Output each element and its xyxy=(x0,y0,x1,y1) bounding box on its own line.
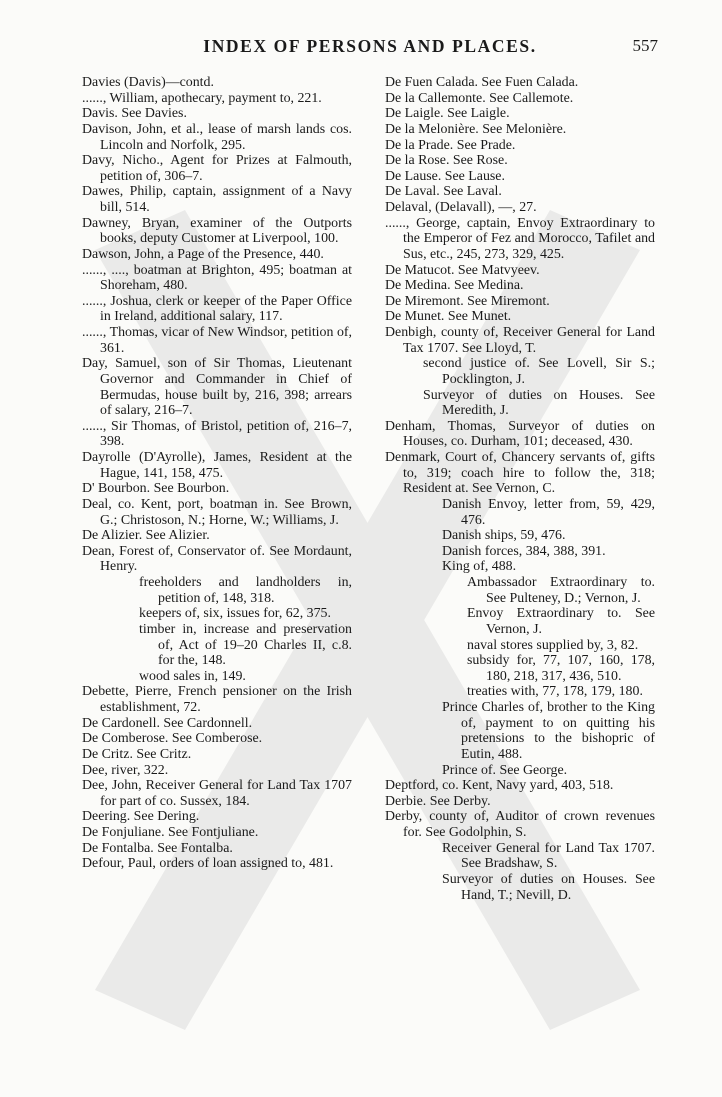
index-entry: Denham, Thomas, Surveyor of duties on Houses, co. Durham, 101; deceased, 430. xyxy=(385,418,655,450)
index-entry: freeholders and landholders in, petition of, 148, 318. xyxy=(139,575,352,606)
index-entry: subsidy for, 77, 107, 160, 178, 180, 218, 317, 436, 510. xyxy=(467,653,655,684)
index-entry: timber in, increase and preservation of, Act of 19–20 Charles II, c.8. for the, 148. xyxy=(139,621,352,669)
page-header xyxy=(82,36,658,62)
index-entry: De Munet. See Munet. xyxy=(385,309,512,325)
index-entry: Davis. See Davies. xyxy=(82,106,187,122)
index-entry: Dee, John, Receiver General for Land Tax 1707 for part of co. Sussex, 184. xyxy=(82,778,352,809)
index-entry: De Critz. See Critz. xyxy=(82,746,192,762)
index-entry: Ambassador Extraordinary to. See Pulteney, D.; Vernon, J. xyxy=(467,575,655,606)
index-entry: De Lause. See Lause. xyxy=(385,168,505,184)
index-entry: King of, 488. xyxy=(442,559,517,575)
index-entry: De Laval. See Laval. xyxy=(385,184,502,200)
index-entry: ......, Thomas, vicar of New Windsor, petition of, 361. xyxy=(82,325,352,356)
index-column-right xyxy=(385,75,655,903)
index-entry: keepers of, six, issues for, 62, 375. xyxy=(139,606,331,622)
index-entry: Derbie. See Derby. xyxy=(385,793,491,809)
index-entry: Davison, John, et al., lease of marsh lands cos. Lincoln and Norfolk, 295. xyxy=(82,121,352,153)
index-entry: De Comberose. See Comberose. xyxy=(82,731,263,747)
index-entry: De la Melonière. See Melonière. xyxy=(385,121,567,137)
index-entry: Dayrolle (D'Ayrolle), James, Resident at the Hague, 141, 158, 475. xyxy=(82,450,352,481)
page-number: 557 xyxy=(632,36,658,55)
index-entry: Denbigh, county of, Receiver General for Land Tax 1707. See Lloyd, T. xyxy=(385,325,655,356)
index-entry: ......, George, captain, Envoy Extraordinary to the Emperor of Fez and Morocco, Tafilet and Sus, etc., 245, 273, 329, 425. xyxy=(385,215,655,262)
index-entry: treaties with, 77, 178, 179, 180. xyxy=(467,684,643,700)
index-entry: Danish Envoy, letter from, 59, 429, 476. xyxy=(442,496,655,528)
index-entry: Envoy Extraordinary to. See Vernon, J. xyxy=(467,606,655,637)
index-entry: Davy, Nicho., Agent for Prizes at Falmouth, petition of, 306–7. xyxy=(82,153,352,184)
index-entry: De Alizier. See Alizier. xyxy=(82,528,210,544)
index-entry: De la Prade. See Prade. xyxy=(385,137,516,153)
index-entry: Dawney, Bryan, examiner of the Outports books, deputy Customer at Liverpool, 100. xyxy=(82,215,352,247)
index-entry: Prince of. See George. xyxy=(442,762,568,778)
index-entry: Surveyor of duties on Houses. See Meredith, J. xyxy=(423,387,655,419)
index-entry: naval stores supplied by, 3, 82. xyxy=(467,637,639,653)
index-entry: Deptford, co. Kent, Navy yard, 403, 518. xyxy=(385,778,614,794)
index-entry: De la Callemonte. See Callemote. xyxy=(385,90,574,106)
index-entry: Deal, co. Kent, port, boatman in. See Brown, G.; Christoson, N.; Horne, W.; Williams, J. xyxy=(82,496,352,528)
index-entry: De Laigle. See Laigle. xyxy=(385,106,510,122)
index-entry: ......, William, apothecary, payment to, 221. xyxy=(82,90,322,106)
index-entry: ......, ...., boatman at Brighton, 495; boatman at Shoreham, 480. xyxy=(82,262,352,294)
index-column-left xyxy=(82,75,352,872)
index-entry: D' Bourbon. See Bourbon. xyxy=(82,481,230,497)
running-head: INDEX OF PERSONS AND PLACES. xyxy=(203,36,537,56)
index-entry: Denmark, Court of, Chancery servants of, gifts to, 319; coach hire to follow the, 318; Resident at. See Vernon, C. xyxy=(385,450,655,497)
index-entry: wood sales in, 149. xyxy=(139,668,246,684)
index-entry: ......, Joshua, clerk or keeper of the Paper Office in Ireland, additional salary, 117. xyxy=(82,293,352,325)
index-entry: Danish ships, 59, 476. xyxy=(442,528,566,544)
index-entry: De la Rose. See Rose. xyxy=(385,153,508,169)
index-entry: Debette, Pierre, French pensioner on the Irish establishment, 72. xyxy=(82,684,352,715)
index-entry: De Fontalba. See Fontalba. xyxy=(82,840,233,856)
index-entry: De Fuen Calada. See Fuen Calada. xyxy=(385,75,579,90)
index-entry: Delaval, (Delavall), —, 27. xyxy=(385,200,537,215)
index-entry: Surveyor of duties on Houses. See Hand, T.; Nevill, D. xyxy=(442,871,655,903)
index-entry: Prince Charles of, brother to the King of, payment to on quitting his pretensions to the bishopric of Eutin, 488. xyxy=(442,700,655,762)
index-entry: De Miremont. See Miremont. xyxy=(385,293,550,309)
index-entry: Danish forces, 384, 388, 391. xyxy=(442,543,606,559)
index-entry: Dawson, John, a Page of the Presence, 440. xyxy=(82,246,324,262)
index-entry: Davies (Davis)—contd. xyxy=(82,75,214,90)
index-entry: ......, Sir Thomas, of Bristol, petition of, 216–7, 398. xyxy=(82,418,352,450)
index-entry: Day, Samuel, son of Sir Thomas, Lieutenant Governor and Commander in Chief of Bermudas, house built by, 216, 398; arrears of salary, 216–7. xyxy=(82,356,352,419)
index-entry: Dean, Forest of, Conservator of. See Mordaunt, Henry. xyxy=(82,543,352,575)
index-entry: Receiver General for Land Tax 1707. See Bradshaw, S. xyxy=(442,840,655,872)
index-entry: De Matucot. See Matvyeev. xyxy=(385,262,540,278)
index-entry: Deering. See Dering. xyxy=(82,809,200,825)
index-entry: De Medina. See Medina. xyxy=(385,278,524,294)
index-entry: second justice of. See Lovell, Sir S.; Pocklington, J. xyxy=(423,356,655,387)
index-entry: De Cardonell. See Cardonnell. xyxy=(82,715,253,731)
index-entry: Defour, Paul, orders of loan assigned to, 481. xyxy=(82,856,334,872)
index-entry: Dawes, Philip, captain, assignment of a Navy bill, 514. xyxy=(82,184,352,215)
index-entry: Dee, river, 322. xyxy=(82,762,169,778)
index-entry: Derby, county of, Auditor of crown revenues for. See Godolphin, S. xyxy=(385,809,655,840)
index-entry: De Fonjuliane. See Fontjuliane. xyxy=(82,825,259,840)
